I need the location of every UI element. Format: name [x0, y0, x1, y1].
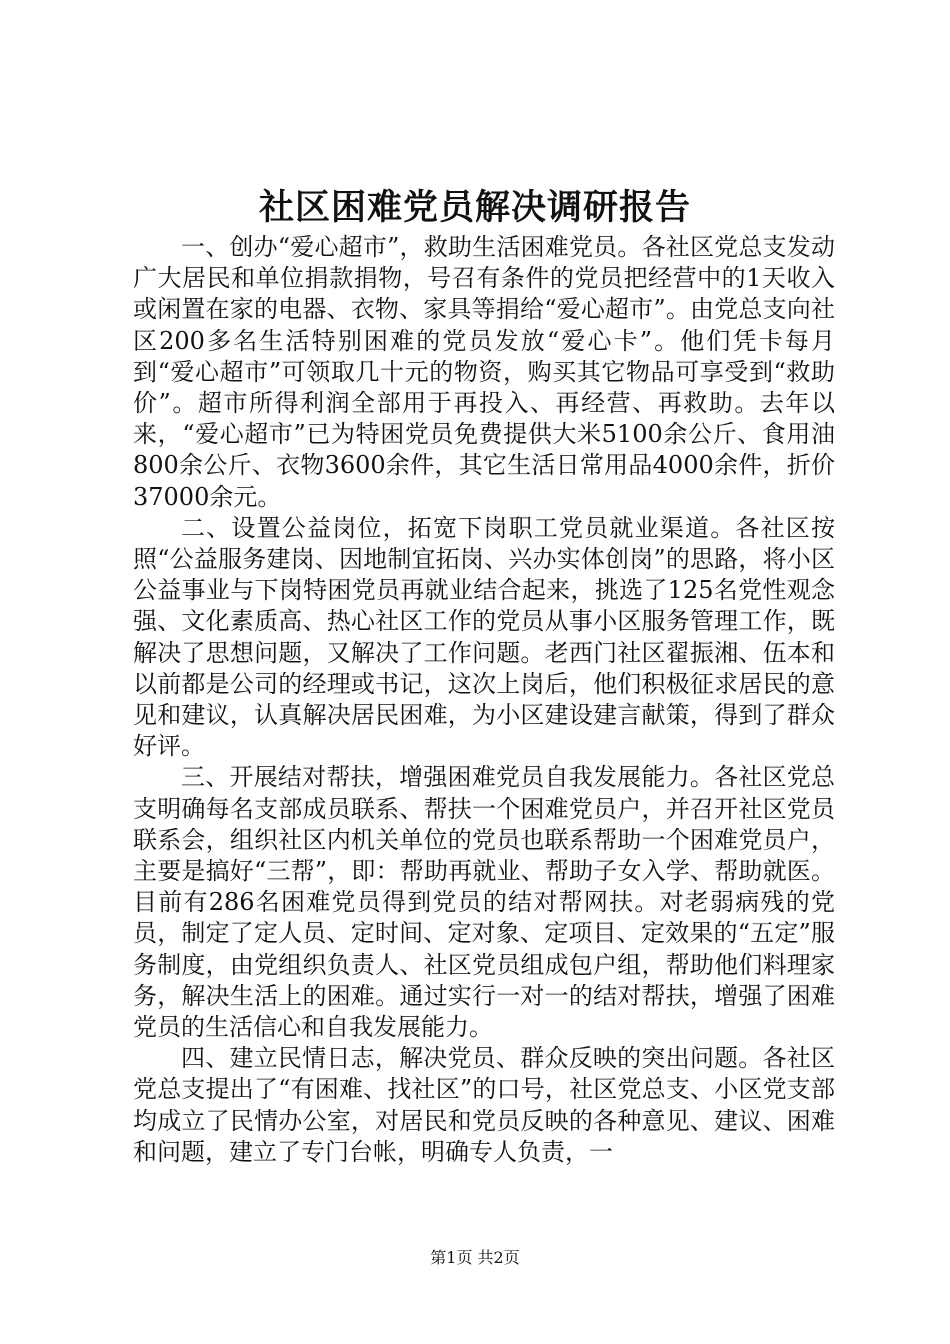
paragraph-2: 二、设置公益岗位，拓宽下岗职工党员就业渠道。各社区按照“公益服务建岗、因地制宜拓岗、兴办实体创岗”的思路，将小区公益事业与下岗特困党员再就业结合起来，挑选了125名党性观念强、文化素质高、热心社区工作的党员从事小区服务管理工作，既解决了思想问题，又解决了工作问题。老西门社区翟振湘、伍本和以前都是公司的经理或书记，这次上岗后，他们积极征求居民的意见和建议，认真解决居民困难，为小区建设建言献策，得到了群众好评。: [133, 513, 835, 761]
page-footer: 第1页 共2页: [430, 1248, 520, 1267]
paragraph-4: 四、建立民情日志，解决党员、群众反映的突出问题。各社区党总支提出了“有困难、找社区”的口号，社区党总支、小区党支部均成立了民情办公室，对居民和党员反映的各种意见、建议、困难和问题，建立了专门台帐，明确专人负责，一: [133, 1044, 835, 1166]
paragraph-3: 三、开展结对帮扶，增强困难党员自我发展能力。各社区党总支明确每名支部成员联系、帮扶一个困难党员户，并召开社区党员联系会，组织社区内机关单位的党员也联系帮助一个困难党员户，主要是搞好“三帮”，即：帮助再就业、帮助子女入学、帮助就医。目前有286名困难党员得到党员的结对帮网扶。对老弱病残的党员，制定了定人员、定时间、定对象、定项目、定效果的“五定”服务制度，由党组织负责人、社区党员组成包户组，帮助他们料理家务，解决生活上的困难。通过实行一对一的结对帮扶，增强了困难党员的生活信心和自我发展能力。: [133, 763, 835, 1042]
document-title: 社区困难党员解决调研报告: [258, 187, 691, 228]
document-body: [133, 232, 835, 1168]
paragraph-1: 一、创办“爱心超市”，救助生活困难党员。各社区党总支发动广大居民和单位捐款捐物，号召有条件的党员把经营中的1天收入或闲置在家的电器、衣物、家具等捐给“爱心超市”。由党总支向社区200多名生活特别困难的党员发放“爱心卡”。他们凭卡每月到“爱心超市”可领取几十元的物资，购买其它物品可享受到“救助价”。超市所得利润全部用于再投入、再经营、再救助。去年以来，“爱心超市”已为特困党员免费提供大米5100余公斤、食用油800余公斤、衣物3600余件，其它生活日常用品4000余件，折价37000余元。: [133, 233, 835, 511]
